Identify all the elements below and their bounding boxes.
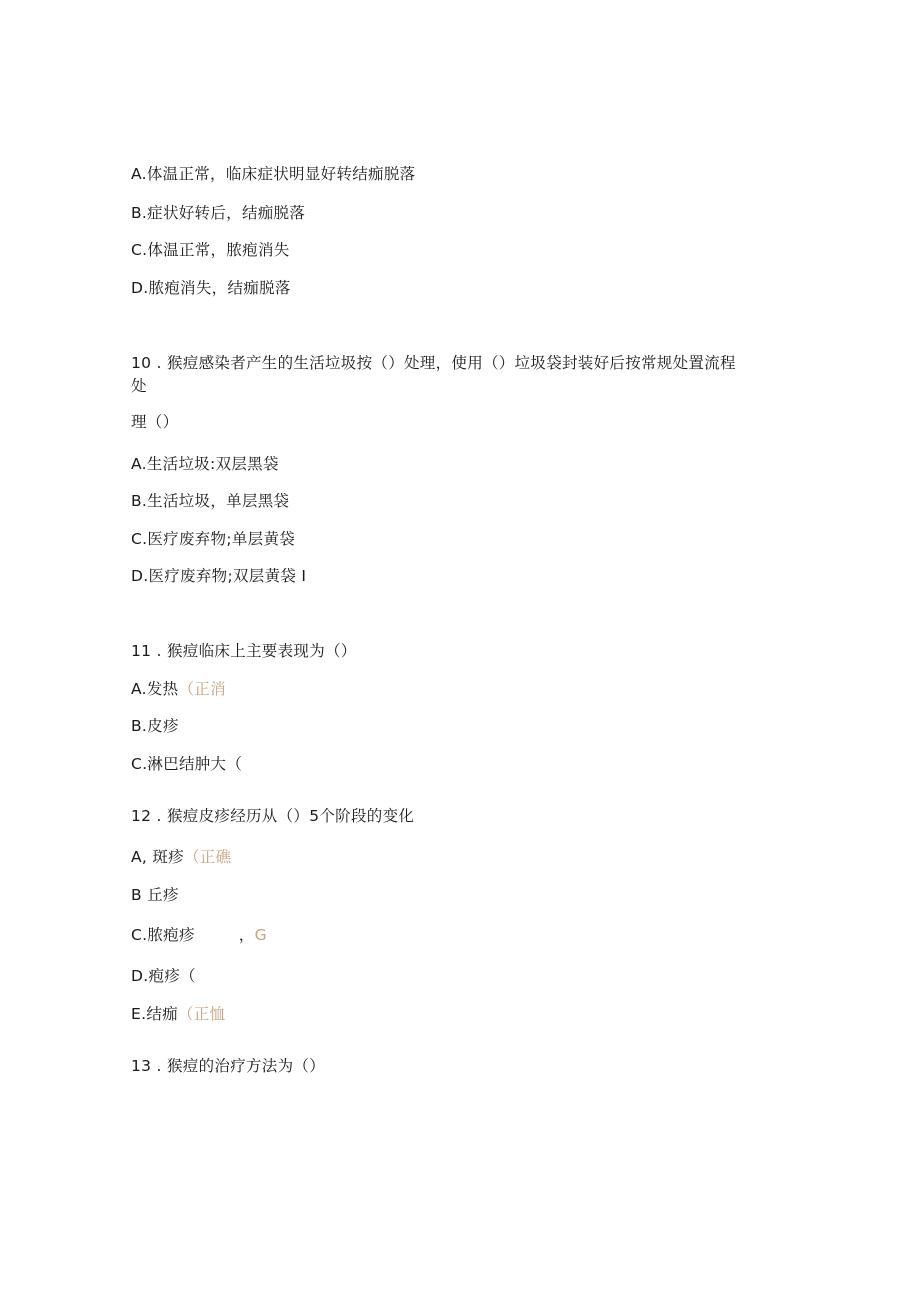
q12-option-a-mark: （正礁 [183, 848, 232, 866]
q11-option-a-text: A.发热 [131, 680, 179, 698]
q9-option-a: A.体温正常，临床症状明显好转结痂脱落 [131, 165, 416, 183]
q11-option-a-mark: （正消 [178, 680, 226, 698]
q12-option-c-mark: G [254, 926, 267, 944]
q12-option-e-mark: （正恤 [177, 1005, 226, 1023]
q11-option-a [131, 679, 226, 699]
q11-option-c: C.淋巴结肿大（ [131, 755, 243, 773]
q9-option-c: C.体温正常，脓疱消失 [131, 241, 290, 259]
q9-option-b: B.症状好转后，结痂脱落 [131, 204, 306, 222]
q12-option-e [131, 1004, 225, 1024]
q12-option-e-text: E.结痂 [131, 1005, 178, 1023]
q10-question-line1: 10 . 猴痘感染者产生的生活垃圾按（）处理，使用（）垃圾袋封装好后按常规处置流程 [131, 354, 736, 372]
q10-option-a: A.生活垃圾:双层黑袋 [131, 455, 279, 473]
q12-option-c-text: C.脓疱疹 [131, 926, 195, 944]
q10-question-line2: 处 [131, 377, 147, 395]
q10-question-line3: 理（） [131, 413, 179, 431]
q12-question: 12 . 猴痘皮疹经历从（）5个阶段的变化 [131, 807, 415, 825]
q12-option-c-comma: ， [238, 926, 255, 944]
q12-option-d: D.疱疹（ [131, 967, 196, 985]
q10-option-c: C.医疗废弃物;单层黄袋 [131, 530, 296, 548]
q12-option-a [131, 847, 231, 867]
q13-question: 13 . 猴痘的治疗方法为（） [131, 1057, 326, 1075]
q10-option-d: D.医疗废弃物;双层黄袋 I [131, 567, 307, 585]
q12-option-b: B 丘疹 [131, 886, 179, 904]
q12-option-c [131, 925, 267, 945]
q10-option-b: B.生活垃圾，单层黑袋 [131, 492, 290, 510]
q9-option-d: D.脓疱消失，结痂脱落 [131, 279, 291, 297]
q11-option-b: B.皮疹 [131, 717, 179, 735]
q12-option-a-text: A, 斑疹 [131, 848, 184, 866]
q11-question: 11 . 猴痘临床上主要表现为（） [131, 642, 357, 660]
